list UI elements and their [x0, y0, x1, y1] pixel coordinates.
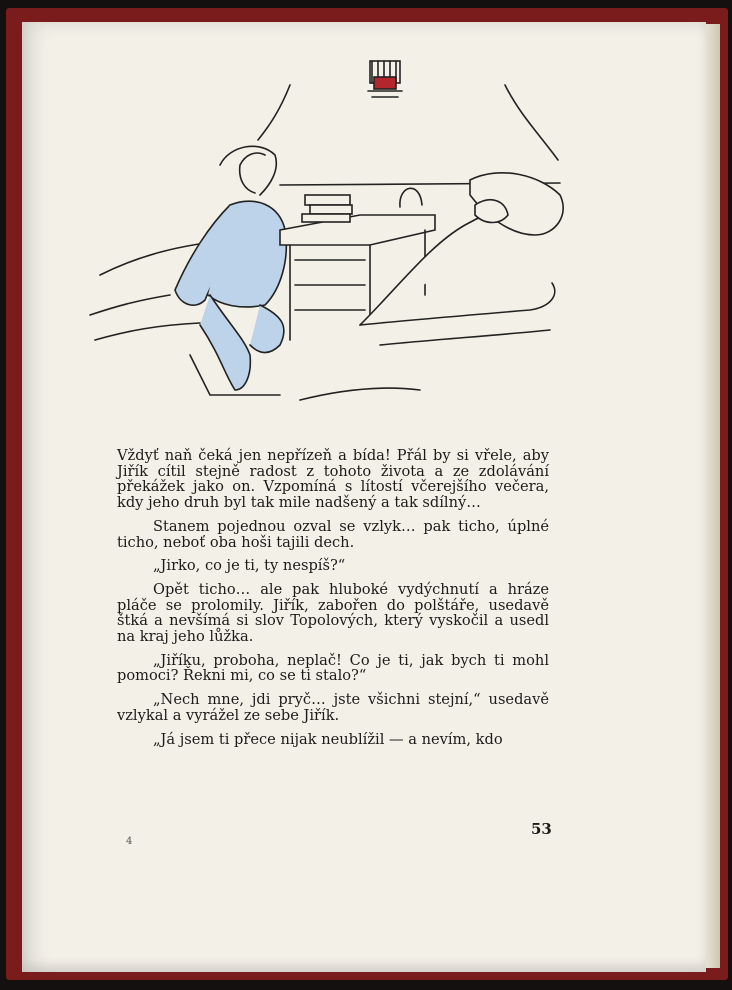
paragraph: „Nech mne, jdi pryč… jste všichni stejní,“ usedavě vzlykal a vyrážel ze sebe Jiřík. [117, 691, 549, 724]
paragraph: „Jiříku, proboha, neplač! Co je ti, jak bych ti mohl pomoci? Řekni mi, co se ti stalo?“ [117, 651, 549, 685]
paragraph: Vždyť naň čeká jen nepřízeň a bída! Přál by si vřele, aby Jiřík cítil stejně radost z tohoto života a ze zdolávání překážek jako on. Vzpomíná s lítostí včerejšího večera, kdy jeho druh byl tak mile nadšený a tak sdílný… [117, 447, 549, 512]
paragraph: Opět ticho… ale pak hluboké vydýchnutí a hráze pláče se prolomily. Jiřík, zabořen do polštáře, usedavě štká a nevšímá si slov Topolových, který vyskočil a usedl na kraj jeho lůžka. [117, 580, 549, 646]
page-stack-edge [706, 24, 720, 968]
tent-illustration [80, 55, 580, 405]
lantern-icon [368, 61, 402, 97]
paragraph: „Já jsem ti přece nijak neublížil — a nevím, kdo [153, 730, 503, 748]
paragraph: „Jirko, co je ti, ty nespíš?“ [153, 557, 346, 575]
seated-boy-figure [175, 146, 286, 390]
corner-mark: 4 [126, 836, 133, 847]
paragraph: Stanem pojednou ozval se vzlyk… pak ticho, úplné ticho, neboť oba hoši tajili dech. [117, 517, 549, 551]
page-number: 53 [531, 820, 552, 838]
body-text [117, 448, 549, 755]
